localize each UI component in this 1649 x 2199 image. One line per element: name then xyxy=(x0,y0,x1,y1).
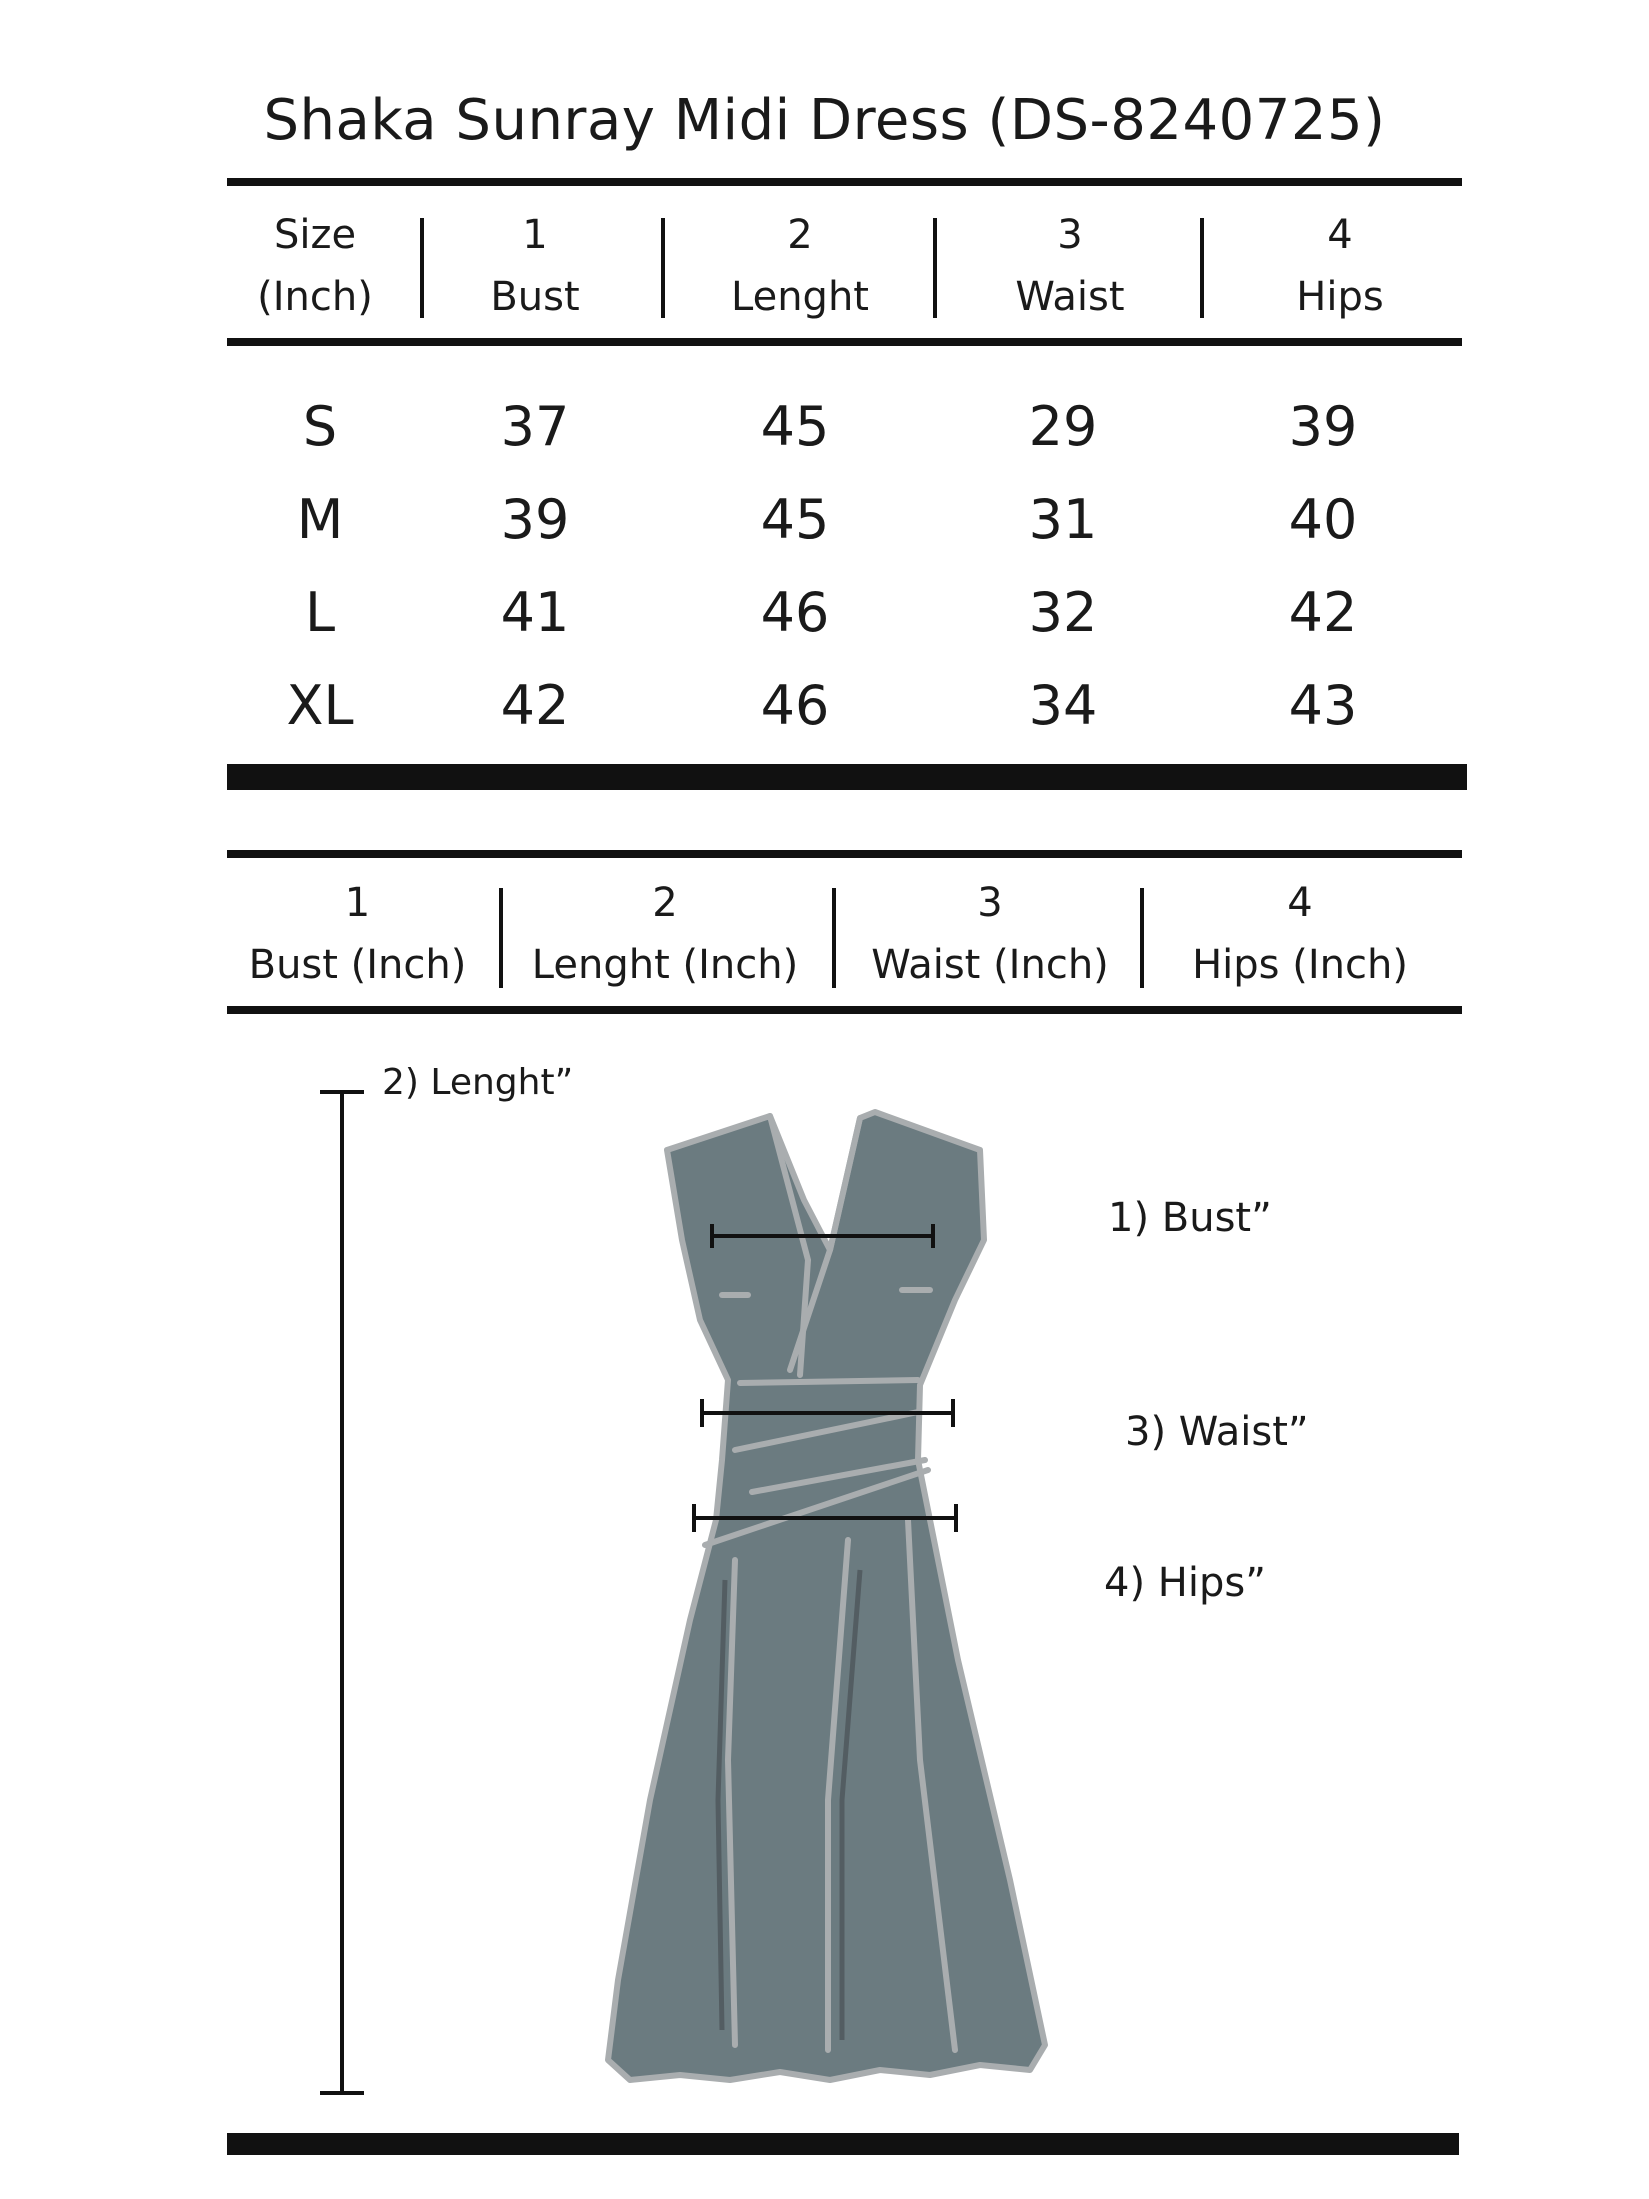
header-size-unit: (Inch) xyxy=(257,274,373,320)
cell-bust: 37 xyxy=(500,395,570,458)
legend-length-number: 2 xyxy=(652,880,678,926)
cell-length: 45 xyxy=(760,488,830,551)
waist-label: 3) Waist” xyxy=(1125,1409,1309,1455)
hips-label: 4) Hips” xyxy=(1104,1560,1266,1606)
cell-waist: 34 xyxy=(1028,674,1098,737)
cell-size: L xyxy=(304,581,336,644)
cell-waist: 29 xyxy=(1028,395,1098,458)
cell-hips: 43 xyxy=(1288,674,1358,737)
cell-size: XL xyxy=(286,674,354,737)
cell-bust: 41 xyxy=(500,581,570,644)
cell-hips: 39 xyxy=(1288,395,1358,458)
header-size-label: Size xyxy=(273,212,357,258)
cell-size: S xyxy=(302,395,338,458)
cell-hips: 40 xyxy=(1288,488,1358,551)
cell-length: 46 xyxy=(760,581,830,644)
cell-waist: 32 xyxy=(1028,581,1098,644)
header-hips-number: 4 xyxy=(1327,212,1353,258)
cell-length: 46 xyxy=(760,674,830,737)
cell-waist: 31 xyxy=(1028,488,1098,551)
legend-length-label: Lenght (Inch) xyxy=(531,942,799,988)
header-waist-label: Waist xyxy=(1015,274,1125,320)
header-bust-label: Bust xyxy=(490,274,580,320)
cell-size: M xyxy=(296,488,344,551)
dress-illustration xyxy=(608,1112,1045,2080)
bust-label: 1) Bust” xyxy=(1108,1195,1272,1241)
header-bust-number: 1 xyxy=(522,212,548,258)
dress-belt-top xyxy=(740,1380,918,1383)
header-length-number: 2 xyxy=(787,212,813,258)
page-title: Shaka Sunray Midi Dress (DS-8240725) xyxy=(263,88,1386,153)
legend-bust-label: Bust (Inch) xyxy=(248,942,467,988)
cell-bust: 39 xyxy=(500,488,570,551)
header-hips-label: Hips xyxy=(1296,274,1384,320)
cell-hips: 42 xyxy=(1288,581,1358,644)
legend-waist-label: Waist (Inch) xyxy=(871,942,1109,988)
length-measure-line xyxy=(320,1092,364,2093)
legend-hips-label: Hips (Inch) xyxy=(1192,942,1408,988)
header-length-label: Lenght xyxy=(731,274,869,320)
cell-length: 45 xyxy=(760,395,830,458)
legend-hips-number: 4 xyxy=(1287,880,1313,926)
length-label: 2) Lenght” xyxy=(382,1062,574,1103)
legend-waist-number: 3 xyxy=(977,880,1003,926)
legend-bust-number: 1 xyxy=(344,880,371,926)
header-waist-number: 3 xyxy=(1057,212,1083,258)
cell-bust: 42 xyxy=(500,674,570,737)
page-bottom-rule xyxy=(227,2133,1459,2155)
